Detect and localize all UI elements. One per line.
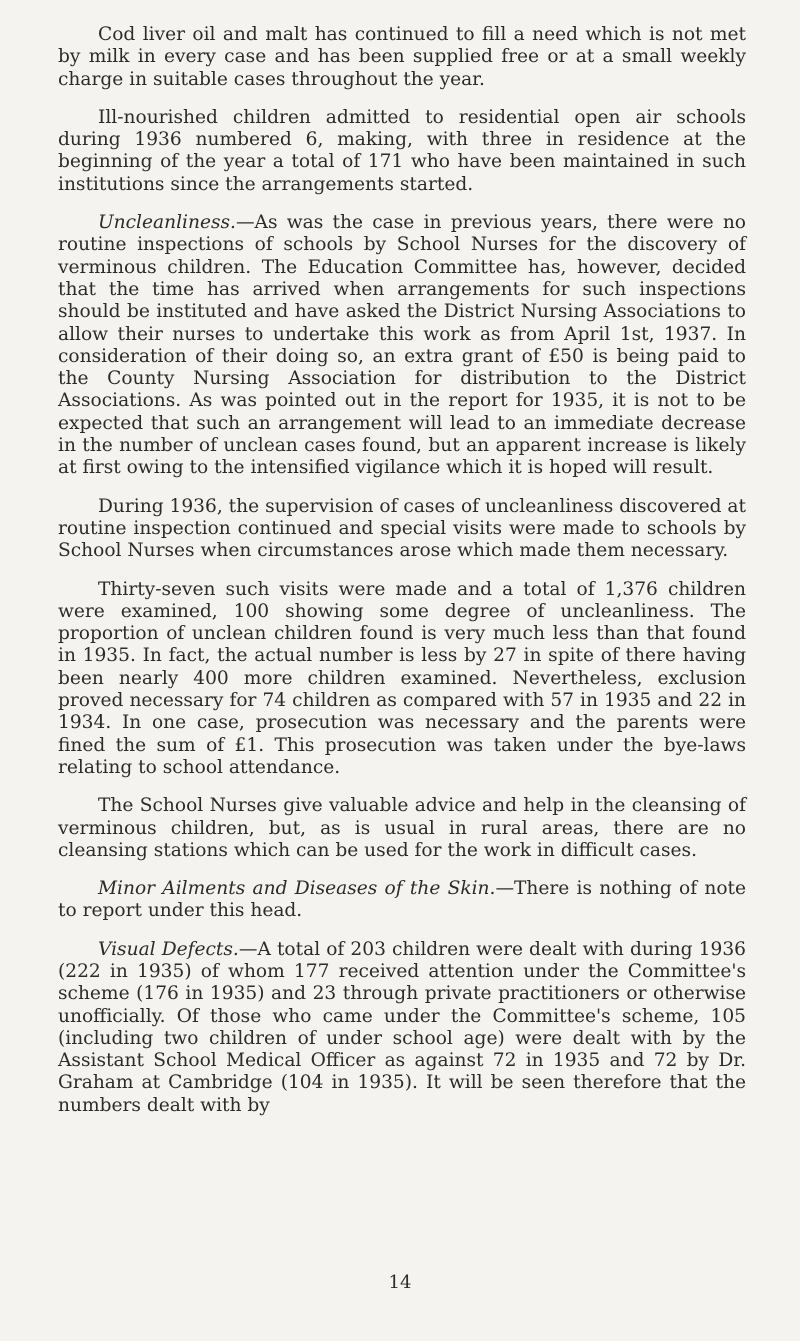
paragraph-text: —A total of 203 children were dealt with during 1936 (222 in 1935) of whom 177 received attention under the Committee's scheme (176 in 1935) and 23 through private practitioners or otherwise unofficially. Of those who came under the Committee's scheme, 105 (including two children of under school age) were dealt with by the Assistant School Medical Officer as against 72 in 1935 and 72 by Dr. Graham at Cambridge (104 in 1935). It will be seen therefore that the numbers dealt with by (58, 938, 746, 1116)
paragraph-text: The School Nurses give valuable advice and help in the cleansing of verminous children, but, as is usual in rural areas, there are no cleansing stations which can be used for the work in difficult cases. (58, 795, 746, 861)
paragraph-visual-defects (58, 939, 746, 1117)
paragraph-minor-ailments (58, 878, 746, 923)
paragraph-text: Thirty-seven such visits were made and a total of 1,376 children were examined, 100 showing some degree of uncleanliness. The proportion of unclean children found is very much less than that found in 1935. In fact, the actual number is less by 27 in spite of there having been nearly 400 more children examined. Nevertheless, exclusion proved necessary for 74 children as compared with 57 in 1935 and 22 in 1934. In one case, prosecution was necessary and the parents were fined the sum of £1. This prosecution was taken under the bye-laws relating to school attendance. (58, 578, 746, 778)
paragraph-cod-liver-oil (58, 24, 746, 91)
paragraph-text: —There is nothing of note to report under this head. (58, 878, 746, 922)
paragraph-text: Ill-nourished children admitted to residential open air schools during 1936 numbered 6, making, with three in residence at the beginning of the year a total of 171 who have been maintained in such institutions since the arrangements started. (58, 106, 746, 195)
paragraph-uncleanliness (58, 212, 746, 480)
page-number: 14 (388, 1272, 412, 1293)
section-heading-minor-ailments: Minor Ailments and Diseases of the Skin. (98, 878, 496, 900)
paragraph-ill-nourished (58, 107, 746, 196)
paragraph-visits (58, 579, 746, 780)
paragraph-text: During 1936, the supervision of cases of uncleanliness discovered at routine inspection continued and special visits were made to schools by School Nurses when circumstances arose which made them necessary. (58, 495, 746, 562)
paragraph-text: Cod liver oil and malt has continued to fill a need which is not met by milk in every case and has been supplied free or at a small weekly charge in suitable cases throughout the year. (58, 24, 746, 90)
paragraph-supervision (58, 496, 746, 563)
document-page (58, 24, 746, 1133)
section-heading-uncleanliness: Uncleanliness. (98, 212, 236, 234)
paragraph-text: —As was the case in previous years, there were no routine inspections of schools by School Nurses for the discovery of verminous children. The Education Committee has, however, decided that the time has arrived when arrangements for such inspections should be instituted and have asked the District Nursing Associations to allow their nurses to undertake this work as from April 1st, 1937. In consideration of their doing so, an extra grant of £50 is being paid to the County Nursing Association for distribution to the District Associations. As was pointed out in the report for 1935, it is not to be expected that such an arrangement will lead to an immediate decrease in the number of unclean cases found, but an apparent increase is likely at first owing to the intensified vigilance which it is hoped will result. (58, 212, 746, 479)
section-heading-visual-defects: Visual Defects. (98, 938, 239, 960)
paragraph-school-nurses (58, 795, 746, 862)
